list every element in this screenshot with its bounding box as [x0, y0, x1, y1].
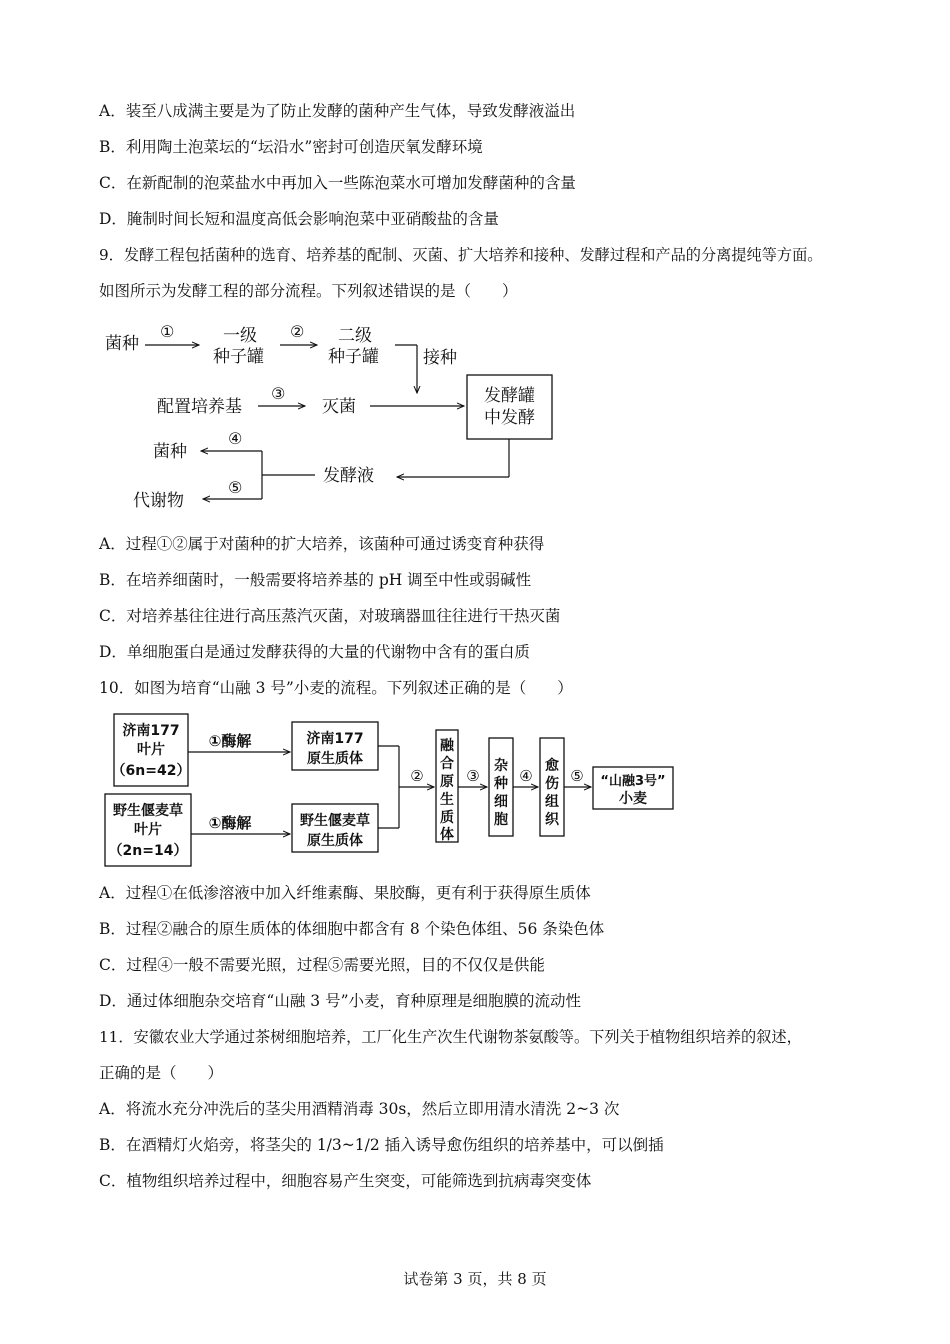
q10-option-b: B．过程②融合的原生质体的体细胞中都含有 8 个染色体组、56 条染色体 [99, 920, 605, 938]
q11-option-b: B．在酒精灯火焰旁，将茎尖的 1/3~1/2 插入诱导愈伤组织的培养基中，可以倒插 [99, 1136, 664, 1154]
q11-stem-line1: 11．安徽农业大学通过茶树细胞培养，工厂化生产次生代谢物茶氨酸等。下列关于植物组织培养的叙述， [99, 1028, 802, 1046]
q10-stem: 10．如图为培育“山融 3 号”小麦的流程。下列叙述正确的是（ ） [99, 679, 573, 697]
page-footer: 试卷第 3 页，共 8 页 [403, 1270, 547, 1288]
q9-step4: ④ [228, 429, 243, 448]
q9-broth-label: 发酵液 [323, 466, 374, 486]
q9-out-strain-label: 菌种 [153, 442, 187, 462]
q9-step2: ② [290, 322, 305, 341]
q9-step1: ① [160, 322, 175, 341]
q10-wheat-breeding-flow-diagram [100, 708, 680, 870]
q10-callus-c1: 愈 [545, 758, 559, 774]
q9-prepare-medium-label: 配置培养基 [157, 397, 242, 417]
q10-step4: ④ [519, 767, 533, 785]
q10-option-a: A．过程①在低渗溶液中加入纤维素酶、果胶酶，更有利于获得原生质体 [99, 884, 591, 902]
q9-step5: ⑤ [228, 478, 243, 497]
q10-hybrid-c1: 杂 [494, 758, 508, 774]
q10-callus-c2: 伤 [545, 776, 559, 792]
q9-inoculate-label: 接种 [423, 348, 457, 368]
q10-fused-c1: 融 [440, 738, 454, 754]
q10-wild-l1: 野生偃麦草 [113, 803, 183, 819]
q10-wild-proto-l2: 原生质体 [307, 833, 363, 849]
q10-fused-c5: 质 [440, 810, 454, 826]
q9-tank-l1: 发酵罐 [484, 386, 535, 406]
q10-jinan-proto-l2: 原生质体 [307, 751, 363, 767]
q9-fermentation-flow-diagram [95, 315, 565, 525]
q9-primary-seed-tank-l1: 一级 [223, 326, 257, 346]
q9-fermentation-tank-box [467, 375, 552, 439]
q10-jinan-proto-l1: 济南177 [306, 731, 364, 747]
q9-stem-line2: 如图所示为发酵工程的部分流程。下列叙述错误的是（ ） [99, 282, 518, 300]
q9-step3: ③ [271, 384, 286, 403]
q9-primary-seed-tank-l2: 种子罐 [213, 347, 264, 367]
q10-result-l2: 小麦 [619, 791, 647, 807]
q10-fused-c2: 合 [440, 756, 454, 772]
q10-fused-c3: 原 [440, 774, 454, 790]
q10-option-c: C．过程④一般不需要光照，过程⑤需要光照，目的不仅仅是供能 [99, 956, 545, 974]
q10-option-d: D．通过体细胞杂交培育“山融 3 号”小麦，育种原理是细胞膜的流动性 [99, 992, 581, 1010]
q11-option-a: A．将流水充分冲洗后的茎尖用酒精消毒 30s，然后立即用清水清洗 2~3 次 [99, 1100, 620, 1118]
q9-tank-l2: 中发酵 [484, 408, 535, 428]
q8-option-a: A．装至八成满主要是为了防止发酵的菌种产生气体，导致发酵液溢出 [99, 102, 576, 120]
q10-fused-c6: 体 [440, 827, 454, 843]
q10-hybrid-c4: 胞 [494, 812, 508, 828]
q9-option-c: C．对培养基往往进行高压蒸汽灭菌，对玻璃器皿往往进行干热灭菌 [99, 607, 561, 625]
q10-step5: ⑤ [570, 767, 584, 785]
q9-metabolite-label: 代谢物 [133, 491, 184, 511]
q10-fused-c4: 生 [440, 792, 454, 808]
q10-hybrid-c2: 种 [494, 776, 508, 792]
q10-jinan-l1: 济南177 [122, 723, 180, 739]
q9-sterilize-label: 灭菌 [322, 397, 356, 417]
q10-step3: ③ [466, 767, 480, 785]
q10-step2: ② [410, 767, 424, 785]
q11-stem-line2: 正确的是（ ） [99, 1064, 224, 1082]
q8-option-d: D．腌制时间长短和温度高低会影响泡菜中亚硝酸盐的含量 [99, 210, 499, 228]
q9-secondary-seed-tank-l1: 二级 [338, 326, 372, 346]
q9-option-a: A．过程①②属于对菌种的扩大培养，该菌种可通过诱变育种获得 [99, 535, 545, 553]
q9-strain-label: 菌种 [105, 334, 139, 354]
q9-stem-line1: 9．发酵工程包括菌种的选育、培养基的配制、灭菌、扩大培养和接种、发酵过程和产品的分离提纯等方面。 [99, 246, 823, 264]
q10-callus-c4: 织 [545, 812, 559, 828]
q9-option-d: D．单细胞蛋白是通过发酵获得的大量的代谢物中含有的蛋白质 [99, 643, 530, 661]
q10-callus-c3: 组 [545, 794, 559, 810]
q10-result-l1: “山融3号” [600, 774, 666, 789]
q11-option-c: C．植物组织培养过程中，细胞容易产生突变，可能筛选到抗病毒突变体 [99, 1172, 592, 1190]
q10-wild-l2: 叶片 [134, 822, 162, 838]
q10-jinan-l2: 叶片 [137, 742, 165, 758]
q10-enzyme-label-1: ①酶解 [208, 732, 252, 750]
q10-jinan-l3: （6n=42） [111, 763, 191, 779]
q8-option-c: C．在新配制的泡菜盐水中再加入一些陈泡菜水可增加发酵菌种的含量 [99, 174, 576, 192]
q8-option-b: B．利用陶土泡菜坛的“坛沿水”密封可创造厌氧发酵环境 [99, 138, 483, 156]
q9-secondary-seed-tank-l2: 种子罐 [328, 347, 379, 367]
q10-hybrid-c3: 细 [494, 794, 508, 810]
q10-wild-l3: （2n=14） [108, 843, 188, 859]
q9-option-b: B．在培养细菌时，一般需要将培养基的 pH 调至中性或弱碱性 [99, 571, 532, 589]
q10-wild-proto-l1: 野生偃麦草 [300, 813, 370, 829]
q10-enzyme-label-2: ①酶解 [208, 814, 252, 832]
